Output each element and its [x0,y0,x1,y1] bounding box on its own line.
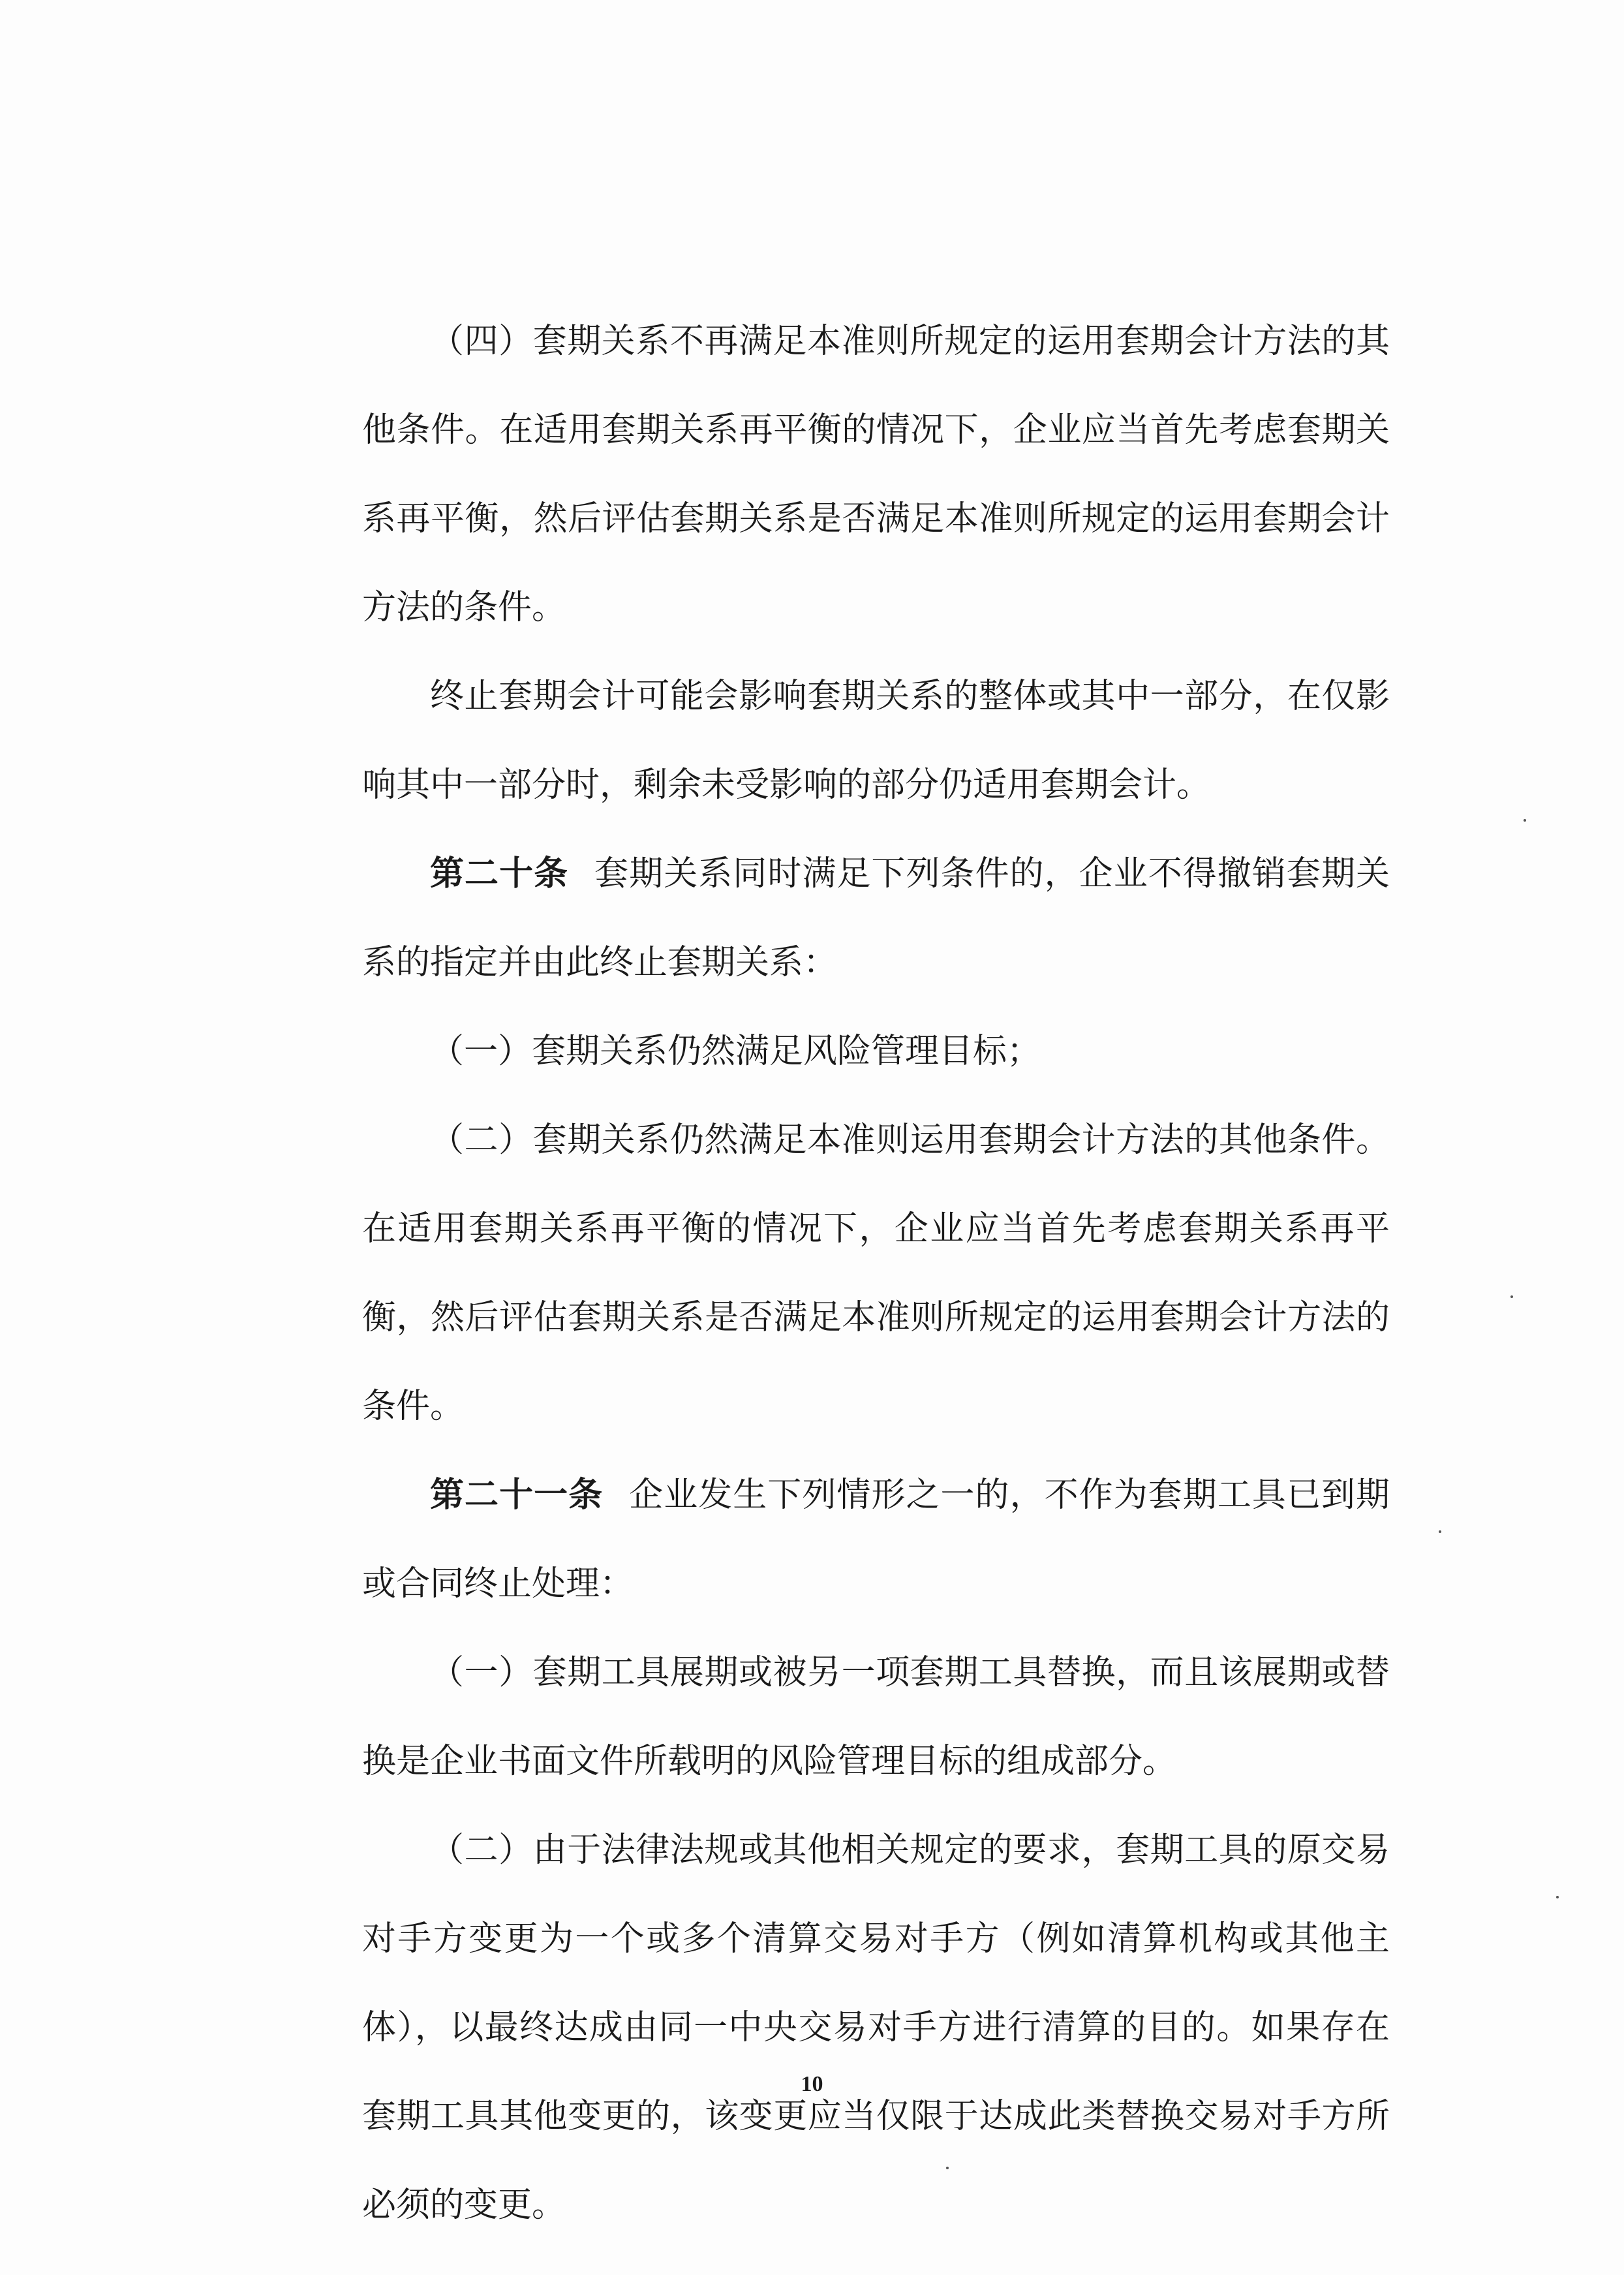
paragraph-item-two [362,1096,1390,1451]
document-body [362,297,1390,2250]
page-number: 10 [801,2072,823,2096]
paragraph-item-one [362,1007,1390,1096]
article-number: 第二十一条 [430,1475,604,1515]
paragraph-sub-item-one [362,1628,1390,1806]
scan-speck [1524,819,1526,822]
paragraph-text: （一）套期工具展期或被另一项套期工具替换，而且该展期或替换是企业书面文件所载明的风险管理目标的组成部分。 [362,1653,1390,1781]
paragraph-text: 终止套期会计可能会影响套期关系的整体或其中一部分，在仅影响其中一部分时，剩余未受影响的部分仍适用套期会计。 [362,677,1390,805]
paragraph-text: （二）套期关系仍然满足本准则运用套期会计方法的其他条件。在适用套期关系再平衡的情况下，企业应当首先考虑套期关系再平衡，然后评估套期关系是否满足本准则所规定的运用套期会计方法的条件。 [362,1121,1390,1426]
article-number: 第二十条 [430,854,569,893]
paragraph-text: （一）套期关系仍然满足风险管理目标； [430,1032,1041,1071]
scan-speck [1556,1896,1559,1898]
paragraph-sub-item-two [362,1806,1390,2250]
paragraph-text: （四）套期关系不再满足本准则所规定的运用套期会计方法的其他条件。在适用套期关系再平衡的情况下，企业应当首先考虑套期关系再平衡，然后评估套期关系是否满足本准则所规定的运用套期会计方法的条件。 [362,322,1390,627]
paragraph-clause-four [362,297,1390,652]
paragraph-text: （二）由于法律法规或其他相关规定的要求，套期工具的原交易对手方变更为一个或多个清算交易对手方（例如清算机构或其他主体），以最终达成由同一中央交易对手方进行清算的目的。如果存在套期工具其他变更的，该变更应当仅限于达成此类替换交易对手方所必须的变更。 [362,1831,1390,2225]
scan-speck [946,2167,949,2169]
paragraph-termination-note [362,652,1390,829]
paragraph-text: 套期关系同时满足下列条件的，企业不得撤销套期关系的指定并由此终止套期关系： [362,854,1390,982]
paragraph-article-twenty [362,829,1390,1007]
scan-speck [1439,1530,1441,1533]
paragraph-article-twenty-one [362,1451,1390,1628]
scan-speck [1510,1295,1513,1298]
paragraph-text: 企业发生下列情形之一的，不作为套期工具已到期或合同终止处理： [362,1476,1390,1603]
